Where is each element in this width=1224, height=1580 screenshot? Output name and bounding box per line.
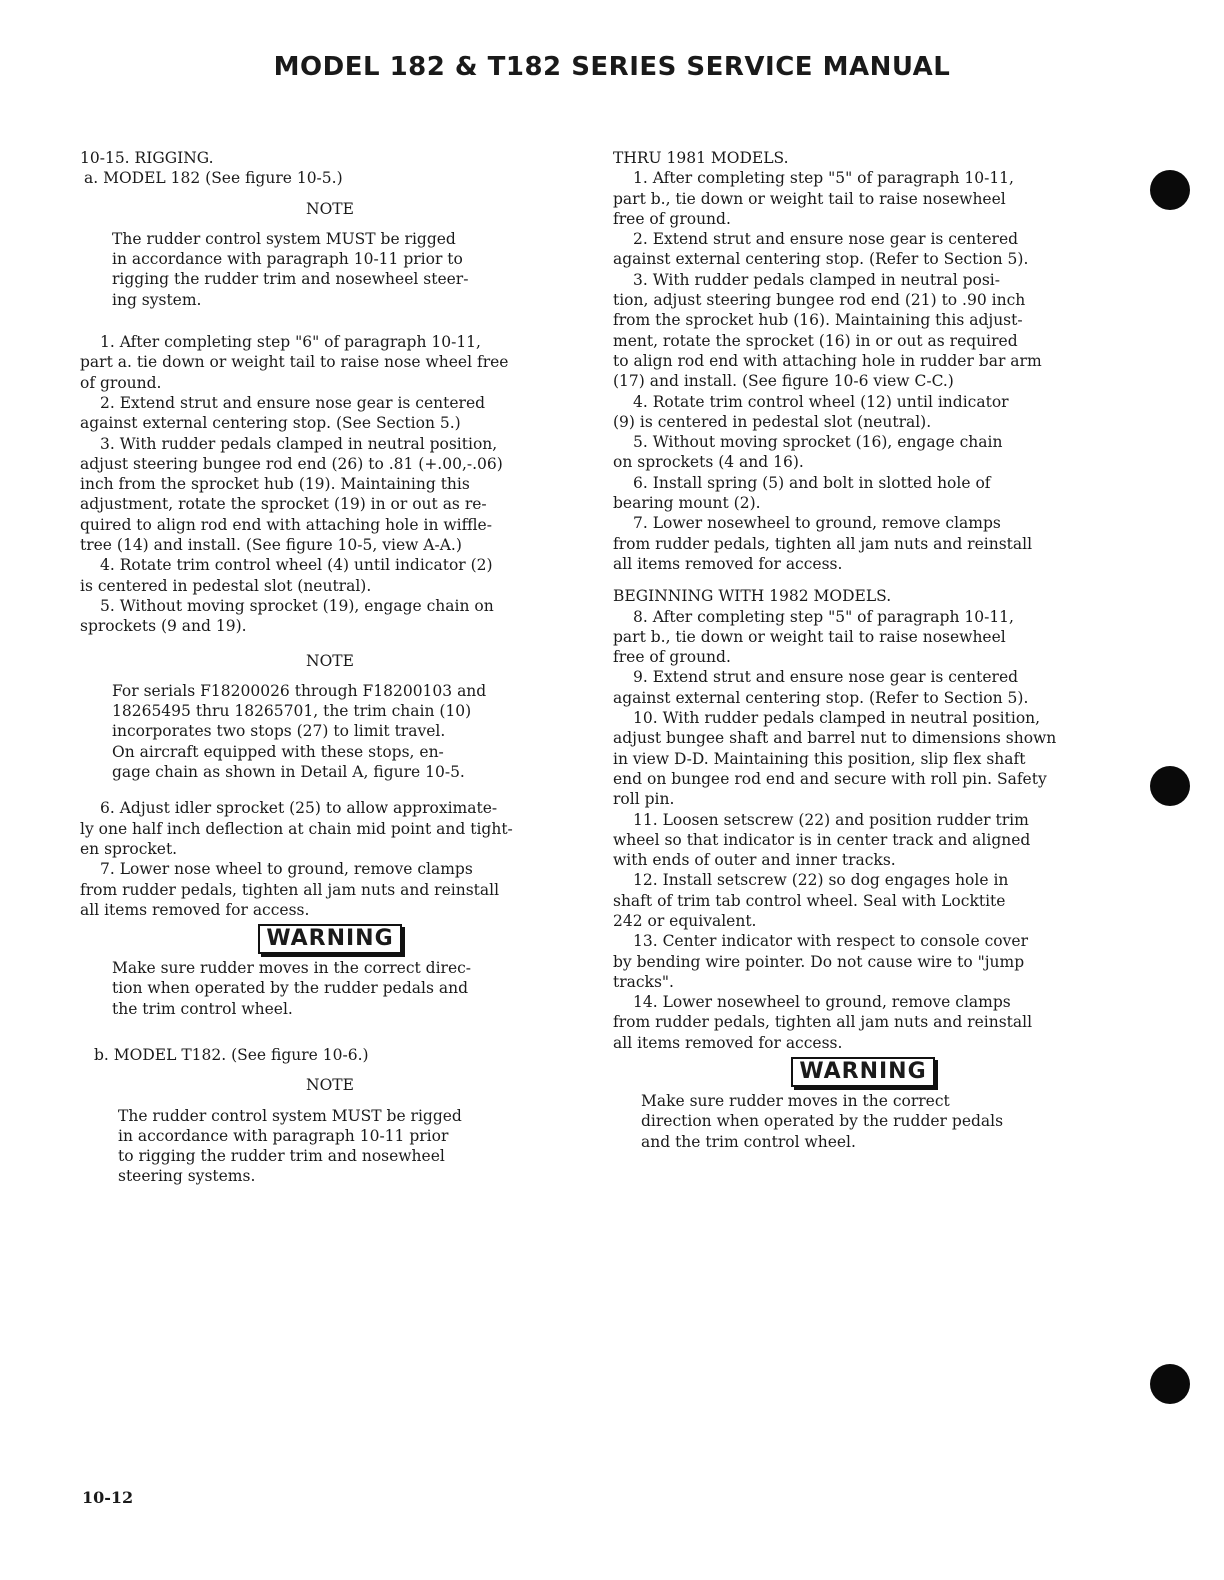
text-line: 18265495 thru 18265701, the trim chain (10) <box>112 702 472 721</box>
warning-body <box>80 958 580 1019</box>
text-line: roll pin. <box>613 790 675 809</box>
text-line: 12. Install setscrew (22) so dog engages hole in <box>633 871 1009 890</box>
text-line: For serials F18200026 through F18200103 and <box>112 681 487 700</box>
text-line: ly one half inch deflection at chain mid point and tight- <box>80 819 513 838</box>
binder-hole-icon <box>1150 766 1190 806</box>
text-line: to rigging the rudder trim and nosewheel <box>118 1147 445 1166</box>
page-header: MODEL 182 & T182 SERIES SERVICE MANUAL <box>273 52 951 82</box>
text-line: 2. Extend strut and ensure nose gear is centered <box>633 230 1019 249</box>
text-line: ing system. <box>112 290 202 309</box>
note-title: NOTE <box>306 199 354 218</box>
text-line: wheel so that indicator is in center track and aligned <box>613 830 1031 849</box>
text-line: the trim control wheel. <box>112 999 293 1018</box>
text-line: incorporates two stops (27) to limit travel. <box>112 722 446 741</box>
text-line: tion when operated by the rudder pedals and <box>112 979 468 998</box>
text-line: On aircraft equipped with these stops, en- <box>112 742 444 761</box>
warning-label: WARNING <box>791 1057 934 1087</box>
left-column <box>80 148 580 1203</box>
right-column <box>613 148 1113 1152</box>
text-line: rigging the rudder trim and nosewheel steer- <box>112 270 469 289</box>
binder-hole-icon <box>1150 1364 1190 1404</box>
text-line: against external centering stop. (See Section 5.) <box>80 414 461 433</box>
text-line: tion, adjust steering bungee rod end (21) to .90 inch <box>613 291 1026 310</box>
text-line: 242 or equivalent. <box>613 911 757 930</box>
text-line: 6. Install spring (5) and bolt in slotted hole of <box>633 473 991 492</box>
note-body <box>80 1106 580 1187</box>
note-body <box>80 681 580 782</box>
subsection-a-heading: a. MODEL 182 (See figure 10-5.) <box>84 169 343 188</box>
text-line: 4. Rotate trim control wheel (4) until indicator (2) <box>100 556 493 575</box>
text-line: gage chain as shown in Detail A, figure 10-5. <box>112 763 465 782</box>
note-body <box>80 229 580 310</box>
text-line: 7. Lower nose wheel to ground, remove clamps <box>100 860 473 879</box>
text-line: direction when operated by the rudder pedals <box>641 1112 1004 1131</box>
text-line: en sprocket. <box>80 839 178 858</box>
text-line: tree (14) and install. (See figure 10-5, view A-A.) <box>80 536 462 555</box>
text-line: is centered in pedestal slot (neutral). <box>80 576 372 595</box>
text-line: tracks". <box>613 972 674 991</box>
text-line: 9. Extend strut and ensure nose gear is centered <box>633 668 1019 687</box>
text-line: against external centering stop. (Refer to Section 5). <box>613 250 1029 269</box>
text-line: 5. Without moving sprocket (19), engage chain on <box>100 596 494 615</box>
text-line: 5. Without moving sprocket (16), engage chain <box>633 433 1003 452</box>
binder-hole-icon <box>1150 170 1190 210</box>
text-line: 1. After completing step "6" of paragraph 10-11, <box>100 333 481 352</box>
text-line: The rudder control system MUST be rigged <box>118 1106 462 1125</box>
text-line: from rudder pedals, tighten all jam nuts and reinstall <box>613 534 1033 553</box>
text-line: in view D-D. Maintaining this position, slip flex shaft <box>613 749 1026 768</box>
text-line: from rudder pedals, tighten all jam nuts and reinstall <box>80 880 500 899</box>
beginning-1982-heading: BEGINNING WITH 1982 MODELS. <box>613 587 892 606</box>
text-line: to align rod end with attaching hole in rudder bar arm <box>613 351 1042 370</box>
text-line: from rudder pedals, tighten all jam nuts and reinstall <box>613 1013 1033 1032</box>
text-line: inch from the sprocket hub (19). Maintaining this <box>80 475 470 494</box>
text-line: 6. Adjust idler sprocket (25) to allow approximate- <box>100 799 498 818</box>
text-line: adjust bungee shaft and barrel nut to dimensions shown <box>613 729 1057 748</box>
text-line: of ground. <box>80 373 162 392</box>
text-line: 3. With rudder pedals clamped in neutral position, <box>100 434 498 453</box>
text-line: steering systems. <box>118 1167 256 1186</box>
steps-list <box>613 168 1113 574</box>
steps-list <box>613 607 1113 1054</box>
text-line: adjust steering bungee rod end (26) to .81 (+.00,-.06) <box>80 454 503 473</box>
note-title: NOTE <box>306 1076 354 1095</box>
text-line: 8. After completing step "5" of paragraph 10-11, <box>633 607 1014 626</box>
text-line: all items removed for access. <box>613 554 843 573</box>
text-line: all items removed for access. <box>80 900 310 919</box>
text-line: part b., tie down or weight tail to raise nosewheel <box>613 189 1006 208</box>
text-line: all items removed for access. <box>613 1033 843 1052</box>
text-line: free of ground. <box>613 648 731 667</box>
text-line: 7. Lower nosewheel to ground, remove clamps <box>633 514 1001 533</box>
text-line: The rudder control system MUST be rigged <box>112 229 456 248</box>
text-line: shaft of trim tab control wheel. Seal with Locktite <box>613 891 1006 910</box>
text-line: in accordance with paragraph 10-11 prior to <box>112 250 463 269</box>
text-line: ment, rotate the sprocket (16) in or out as required <box>613 331 1018 350</box>
text-line: free of ground. <box>613 209 731 228</box>
text-line: 10. With rudder pedals clamped in neutral position, <box>633 709 1041 728</box>
text-line: and the trim control wheel. <box>641 1132 856 1151</box>
text-line: 11. Loosen setscrew (22) and position rudder trim <box>633 810 1029 829</box>
page-number: 10-12 <box>82 1488 134 1507</box>
steps-list <box>80 332 580 636</box>
text-line: bearing mount (2). <box>613 494 761 513</box>
text-line: adjustment, rotate the sprocket (19) in or out as re- <box>80 495 487 514</box>
text-line: with ends of outer and inner tracks. <box>613 851 896 870</box>
text-line: on sprockets (4 and 16). <box>613 453 804 472</box>
steps-list <box>80 798 580 920</box>
text-line: (9) is centered in pedestal slot (neutral). <box>613 412 932 431</box>
text-line: (17) and install. (See figure 10-6 view C-C.) <box>613 372 954 391</box>
note-title: NOTE <box>306 651 354 670</box>
text-line: from the sprocket hub (16). Maintaining this adjust- <box>613 311 1023 330</box>
warning-label: WARNING <box>258 924 401 954</box>
text-line: Make sure rudder moves in the correct direc- <box>112 959 472 978</box>
text-line: 4. Rotate trim control wheel (12) until indicator <box>633 392 1009 411</box>
text-line: 2. Extend strut and ensure nose gear is centered <box>100 393 486 412</box>
text-line: against external centering stop. (Refer to Section 5). <box>613 688 1029 707</box>
section-heading: 10-15. RIGGING. <box>80 149 214 167</box>
text-line: part a. tie down or weight tail to raise nose wheel free <box>80 353 509 372</box>
text-line: Make sure rudder moves in the correct <box>641 1092 950 1111</box>
text-line: 13. Center indicator with respect to console cover <box>633 932 1028 951</box>
text-line: 1. After completing step "5" of paragraph 10-11, <box>633 169 1014 188</box>
text-line: 3. With rudder pedals clamped in neutral posi- <box>633 270 1001 289</box>
text-line: by bending wire pointer. Do not cause wire to "jump <box>613 952 1025 971</box>
text-line: in accordance with paragraph 10-11 prior <box>118 1126 449 1145</box>
thru-1981-heading: THRU 1981 MODELS. <box>613 149 789 167</box>
warning-body <box>613 1091 1113 1152</box>
text-line: end on bungee rod end and secure with roll pin. Safety <box>613 769 1047 788</box>
text-line: part b., tie down or weight tail to raise nosewheel <box>613 627 1006 646</box>
text-line: 14. Lower nosewheel to ground, remove clamps <box>633 993 1011 1012</box>
text-line: quired to align rod end with attaching hole in wiffle- <box>80 515 492 534</box>
text-line: sprockets (9 and 19). <box>80 617 247 636</box>
subsection-b-heading: b. MODEL T182. (See figure 10-6.) <box>94 1045 369 1064</box>
